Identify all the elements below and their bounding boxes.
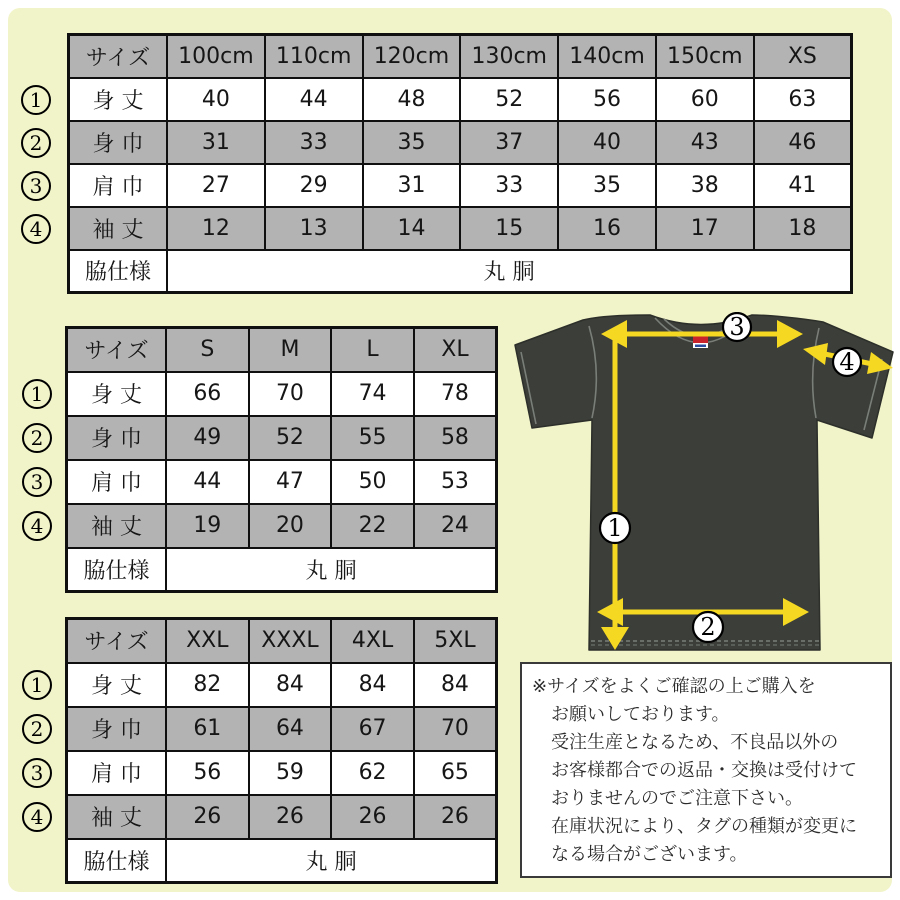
measurement-value: 52 (249, 416, 332, 460)
measurement-value: 15 (460, 207, 558, 250)
row-marker-circle-2: 2 (22, 423, 52, 453)
measurement-value: 29 (265, 164, 363, 207)
table-row (67, 504, 497, 548)
measurement-value: 55 (331, 416, 414, 460)
notice-text-line: 在庫状況により、タグの種類が変更に (551, 816, 857, 837)
table-row (67, 795, 497, 839)
measurement-value: 74 (331, 372, 414, 416)
row-marker-circle-4: 4 (22, 802, 52, 832)
measurement-value: 84 (331, 663, 414, 707)
size-column-header: XXXL (249, 619, 332, 663)
table-row (67, 663, 497, 707)
measurement-value: 17 (656, 207, 754, 250)
size-column-header: S (166, 328, 249, 372)
measurement-value: 70 (249, 372, 332, 416)
side-spec-label: 脇仕様 (69, 250, 168, 293)
collar-brand-tag-icon (693, 336, 708, 348)
measurement-value: 70 (414, 707, 497, 751)
measurement-value: 26 (166, 795, 249, 839)
measurement-value: 26 (249, 795, 332, 839)
measurement-row-label: 袖 丈 (69, 207, 168, 250)
measurement-row-label: 肩 巾 (67, 460, 167, 504)
notice-text-line: なる場合がございます。 (551, 844, 748, 865)
measurement-value: 40 (558, 121, 656, 164)
measurement-value: 67 (331, 707, 414, 751)
table-row (67, 707, 497, 751)
kids-size-table (67, 33, 853, 294)
row-marker-circle-1: 1 (22, 379, 52, 409)
table-row (67, 416, 497, 460)
measurement-value: 31 (167, 121, 265, 164)
size-column-header: 120cm (363, 35, 461, 78)
measurement-value: 44 (166, 460, 249, 504)
size-header-label: サイズ (67, 619, 167, 663)
size-column-header: 150cm (656, 35, 754, 78)
measurement-value: 22 (331, 504, 414, 548)
measurement-value: 19 (166, 504, 249, 548)
side-spec-value: 丸 胴 (166, 548, 497, 592)
measurement-row-label: 身 巾 (67, 416, 167, 460)
measurement-value: 82 (166, 663, 249, 707)
row-marker-circle-1: 1 (21, 85, 51, 115)
size-column-header: XS (754, 35, 852, 78)
row-marker-circle-4: 4 (22, 511, 52, 541)
measurement-value: 49 (166, 416, 249, 460)
side-spec-row (69, 250, 852, 293)
measurement-row-label: 肩 巾 (69, 164, 168, 207)
measurement-row-label: 袖 丈 (67, 795, 167, 839)
measurement-row-label: 身 巾 (69, 121, 168, 164)
row-marker-circle-3: 3 (22, 467, 52, 497)
size-column-header: XXL (166, 619, 249, 663)
measurement-value: 61 (166, 707, 249, 751)
measurement-value: 16 (558, 207, 656, 250)
measurement-value: 13 (265, 207, 363, 250)
adult-size-table (65, 326, 498, 593)
measurement-value: 43 (656, 121, 754, 164)
side-spec-value: 丸 胴 (167, 250, 852, 293)
measurement-value: 84 (249, 663, 332, 707)
measurement-value: 53 (414, 460, 497, 504)
measurement-value: 44 (265, 78, 363, 121)
size-column-header: 130cm (460, 35, 558, 78)
measurement-row-label: 身 巾 (67, 707, 167, 751)
measurement-value: 20 (249, 504, 332, 548)
side-spec-row (67, 839, 497, 883)
measurement-value: 35 (558, 164, 656, 207)
table-row (69, 121, 852, 164)
measurement-value: 59 (249, 751, 332, 795)
size-header-label: サイズ (69, 35, 168, 78)
measurement-value: 84 (414, 663, 497, 707)
size-column-header: M (249, 328, 332, 372)
measurement-row-label: 身 丈 (67, 663, 167, 707)
measurement-value: 50 (331, 460, 414, 504)
row-marker-circle-3: 3 (21, 171, 51, 201)
size-column-header: 5XL (414, 619, 497, 663)
measurement-value: 33 (460, 164, 558, 207)
measurement-value: 78 (414, 372, 497, 416)
measurement-row-label: 袖 丈 (67, 504, 167, 548)
measurement-row-label: 身 丈 (69, 78, 168, 121)
measurement-value: 65 (414, 751, 497, 795)
measurement-value: 14 (363, 207, 461, 250)
table-row (67, 460, 497, 504)
measurement-value: 18 (754, 207, 852, 250)
size-column-header: XL (414, 328, 497, 372)
purchase-notice-box (520, 662, 892, 878)
measurement-value: 12 (167, 207, 265, 250)
row-marker-circle-4: 4 (21, 214, 51, 244)
table-row (69, 164, 852, 207)
measurement-value: 27 (167, 164, 265, 207)
size-column-header: 100cm (167, 35, 265, 78)
measurement-value: 26 (331, 795, 414, 839)
side-spec-label: 脇仕様 (67, 548, 167, 592)
measurement-value: 41 (754, 164, 852, 207)
measurement-value: 26 (414, 795, 497, 839)
measurement-value: 60 (656, 78, 754, 121)
table-row (67, 751, 497, 795)
measurement-value: 47 (249, 460, 332, 504)
side-spec-label: 脇仕様 (67, 839, 167, 883)
measurement-value: 48 (363, 78, 461, 121)
row-marker-circle-3: 3 (22, 758, 52, 788)
big-size-table (65, 617, 498, 884)
measurement-value: 56 (166, 751, 249, 795)
side-spec-row (67, 548, 497, 592)
diagram-marker-1: 1 (607, 514, 623, 542)
measurement-row-label: 身 丈 (67, 372, 167, 416)
measurement-value: 52 (460, 78, 558, 121)
measurement-value: 58 (414, 416, 497, 460)
measurement-value: 24 (414, 504, 497, 548)
measurement-value: 38 (656, 164, 754, 207)
measurement-value: 31 (363, 164, 461, 207)
diagram-marker-4: 4 (839, 348, 855, 376)
table-row (69, 78, 852, 121)
notice-text-line: おりませんのでご注意下さい。 (551, 788, 803, 809)
size-column-header: L (331, 328, 414, 372)
tshirt-measurement-diagram (505, 312, 900, 662)
measurement-row-label: 肩 巾 (67, 751, 167, 795)
size-column-header: 140cm (558, 35, 656, 78)
measurement-value: 63 (754, 78, 852, 121)
notice-text-line: お客様都合での返品・交換は受付けて (551, 760, 857, 781)
measurement-value: 37 (460, 121, 558, 164)
table-row (69, 207, 852, 250)
row-marker-circle-2: 2 (22, 714, 52, 744)
measurement-value: 46 (754, 121, 852, 164)
measurement-value: 66 (166, 372, 249, 416)
size-column-header: 110cm (265, 35, 363, 78)
notice-text-line: ※サイズをよくご確認の上ご購入を (532, 676, 816, 697)
measurement-value: 40 (167, 78, 265, 121)
measurement-value: 56 (558, 78, 656, 121)
row-marker-circle-1: 1 (22, 670, 52, 700)
size-header-label: サイズ (67, 328, 167, 372)
notice-text-line: お願いしております。 (551, 704, 730, 725)
table-row (67, 372, 497, 416)
diagram-marker-3: 3 (729, 313, 745, 341)
measurement-value: 64 (249, 707, 332, 751)
measurement-value: 35 (363, 121, 461, 164)
measurement-value: 62 (331, 751, 414, 795)
side-spec-value: 丸 胴 (166, 839, 497, 883)
diagram-marker-2: 2 (700, 613, 716, 641)
row-marker-circle-2: 2 (21, 128, 51, 158)
size-column-header: 4XL (331, 619, 414, 663)
measurement-value: 33 (265, 121, 363, 164)
notice-text-line: 受注生産となるため、不良品以外の (551, 732, 839, 753)
